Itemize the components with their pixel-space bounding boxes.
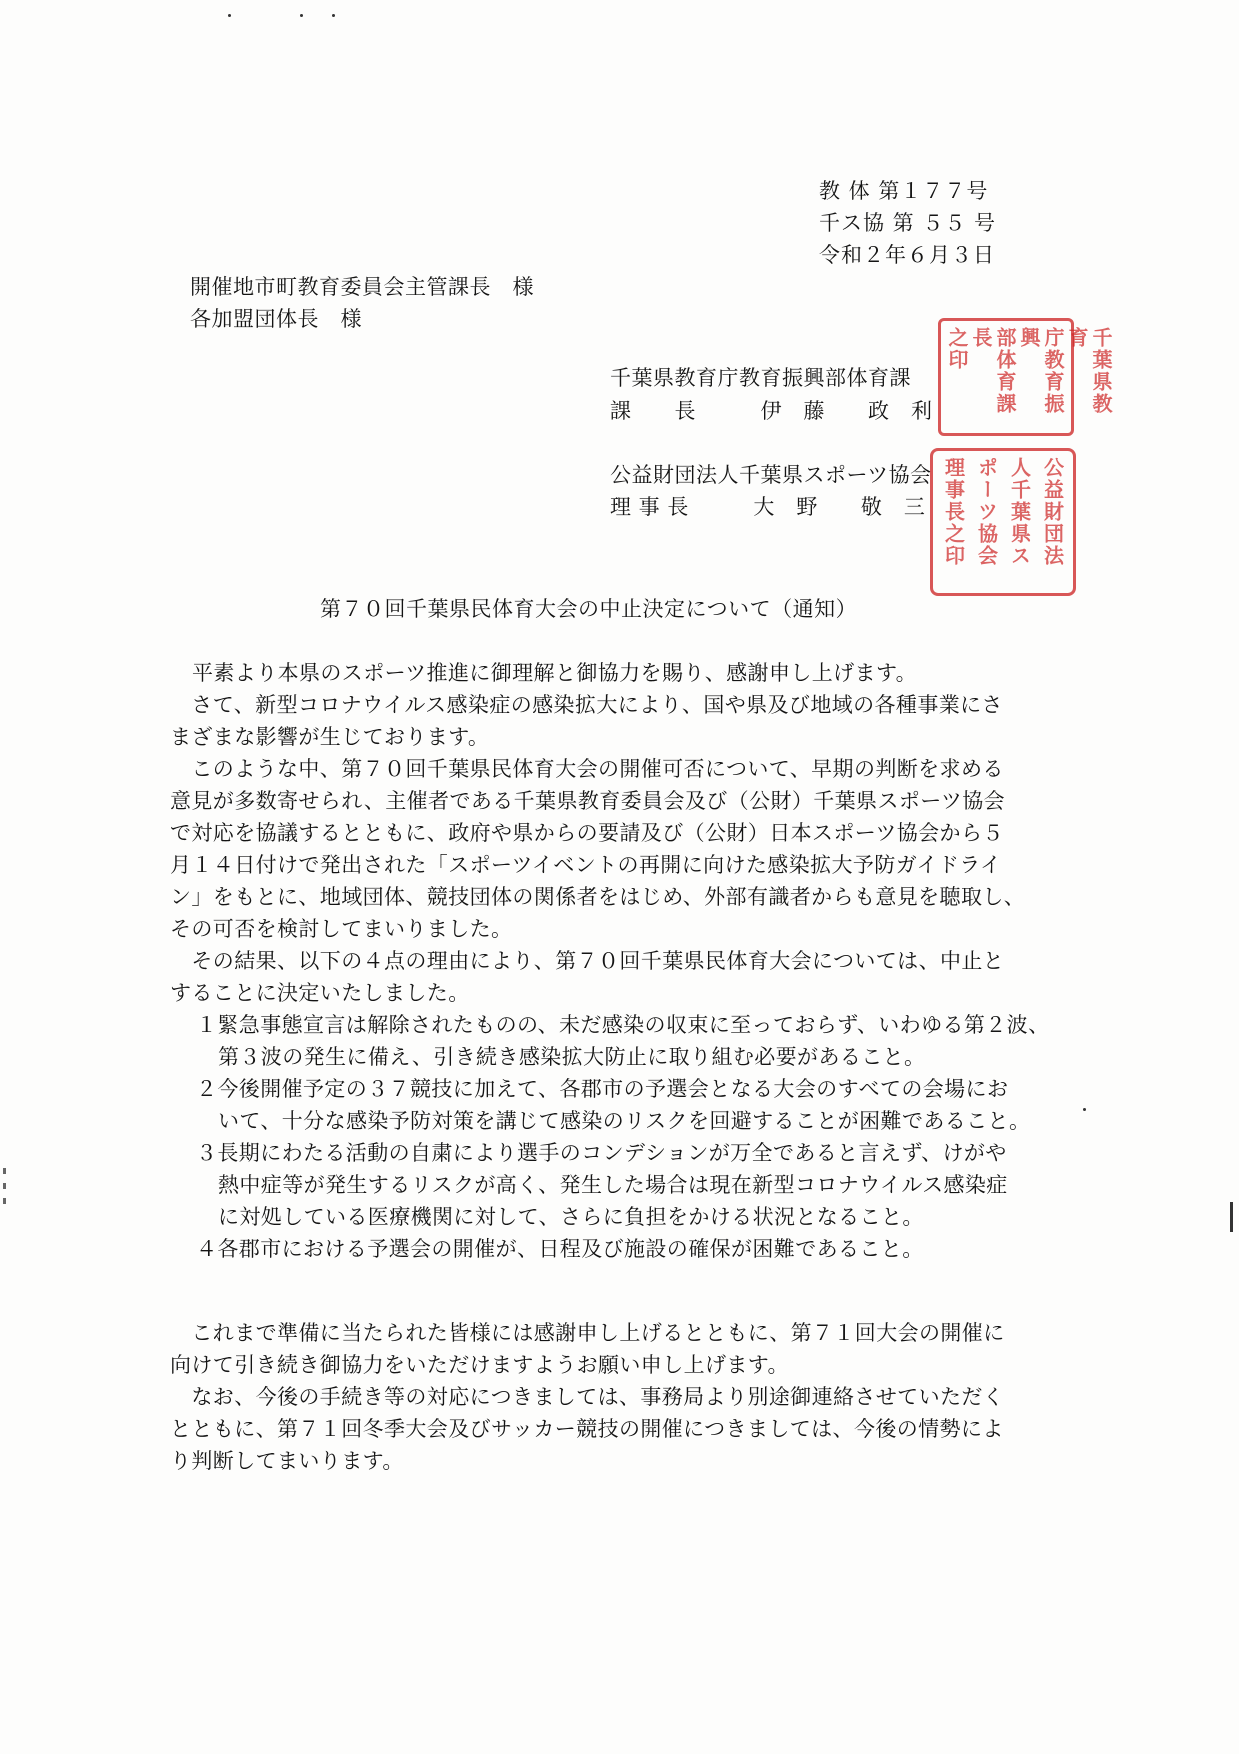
scan-edge-mark	[3, 1168, 6, 1174]
body-line: 意見が多数寄せられ、主催者である千葉県教育委員会及び（公財）千葉県スポーツ協会	[170, 789, 1006, 813]
body-line: このような中、第７０回千葉県民体育大会の開催可否について、早期の判断を求める	[170, 757, 1004, 781]
reason-item-3: ３長期にわたる活動の自粛により選手のコンデションが万全であると言えず、けがや	[196, 1141, 1007, 1165]
scan-edge-mark	[1230, 1202, 1233, 1232]
body-line: その可否を検討してまいりました。	[170, 917, 513, 941]
official-seal-sports-association: 公益財団法 人千葉県ス ポーツ協会 理事長之印	[930, 448, 1076, 596]
body-line: で対応を協議するとともに、政府や県からの要請及び（公財）日本スポーツ協会から５	[170, 821, 1004, 845]
reason-item-1: １緊急事態宣言は解除されたものの、未だ感染の収束に至っておらず、いわゆる第２波、	[196, 1013, 1050, 1037]
reason-item-4: ４各郡市における予選会の開催が、日程及び施設の確保が困難であること。	[196, 1237, 924, 1261]
body-line: まざまな影響が生じております。	[170, 725, 490, 749]
scan-speck	[332, 14, 335, 17]
body-line: 月１４日付けで発出された「スポーツイベントの再開に向けた感染拡大予防ガイドライ	[170, 853, 1002, 877]
scan-edge-mark	[3, 1183, 6, 1189]
sender-1-organization: 千葉県教育庁教育振興部体育課	[610, 366, 911, 390]
document-number-education: 教 体 第１７７号	[819, 179, 989, 203]
scan-speck	[228, 14, 231, 17]
reason-item-3-continued: に対処している医療機関に対して、さらに負担をかける状況となること。	[218, 1205, 924, 1229]
body-line: さて、新型コロナウイルス感染症の感染拡大により、国や県及び地域の各種事業にさ	[170, 693, 1003, 717]
reason-item-2: ２今後開催予定の３７競技に加えて、各郡市の予選会となる大会のすべての会場にお	[196, 1077, 1009, 1101]
reason-item-1-continued: 第３波の発生に備え、引き続き感染拡大防止に取り組む必要があること。	[218, 1045, 926, 1069]
scan-speck	[1083, 1108, 1086, 1111]
body-line: することに決定いたしました。	[170, 981, 470, 1005]
closing-line: なお、今後の手続き等の対応につきましては、事務局より別途御連絡させていただく	[170, 1385, 1005, 1409]
addressee-line-1: 開催地市町教育委員会主管課長 様	[190, 275, 534, 299]
closing-line: これまで準備に当たられた皆様には感謝申し上げるとともに、第７１回大会の開催に	[170, 1321, 1005, 1345]
sender-2-organization: 公益財団法人千葉県スポーツ協会	[610, 463, 932, 487]
official-seal-education-department: 千葉県教育 庁教育振興 部体育課長 之印	[938, 318, 1074, 436]
closing-line: とともに、第７１回冬季大会及びサッカー競技の開催につきましては、今後の情勢によ	[170, 1417, 1004, 1441]
body-line: 平素より本県のスポーツ推進に御理解と御協力を賜り、感謝申し上げます。	[192, 661, 918, 685]
closing-line: 向けて引き続き御協力をいただけますようお願い申し上げます。	[170, 1353, 789, 1377]
closing-line: り判断してまいります。	[170, 1449, 404, 1473]
document-number-sports-association: 千ス協 第 ５５ 号	[819, 211, 997, 235]
scan-edge-mark	[3, 1198, 6, 1204]
sender-2-title-name: 理 事 長 大 野 敬 三	[610, 495, 926, 519]
reason-item-2-continued: いて、十分な感染予防対策を講じて感染のリスクを回避することが困難であること。	[218, 1109, 1031, 1133]
notice-title: 第７０回千葉県民体育大会の中止決定について（通知）	[320, 597, 858, 621]
reason-item-3-continued: 熱中症等が発生するリスクが高く、発生した場合は現在新型コロナウイルス感染症	[218, 1173, 1008, 1197]
sender-1-title-name: 課 長 伊 藤 政 利	[610, 399, 933, 423]
body-line: ン」をもとに、地域団体、競技団体の関係者をはじめ、外部有識者からも意見を聴取し、	[170, 885, 1026, 909]
addressee-line-2: 各加盟団体長 様	[190, 307, 362, 331]
document-date: 令和２年６月３日	[819, 243, 995, 267]
body-line: その結果、以下の４点の理由により、第７０回千葉県民体育大会については、中止と	[170, 949, 1005, 973]
scan-speck	[300, 14, 303, 17]
